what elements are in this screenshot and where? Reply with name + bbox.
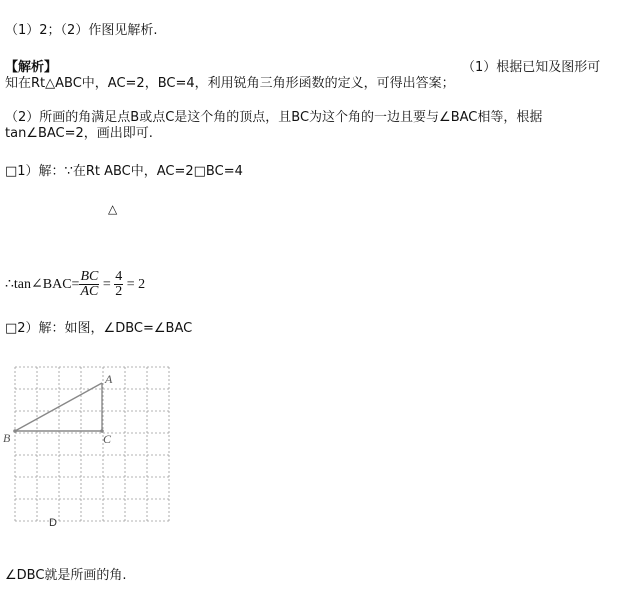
solution2-line: □2）解：如图，∠DBC=∠BAC bbox=[5, 321, 193, 336]
fraction-4: 4 bbox=[115, 269, 123, 285]
equals-sign: = bbox=[102, 277, 111, 292]
fraction-ac: AC bbox=[80, 284, 99, 300]
label-b: B bbox=[3, 431, 11, 445]
fraction-bc-ac bbox=[79, 270, 99, 299]
analysis-part1-intro: （1）根据已知及图形可 bbox=[462, 60, 601, 75]
label-c: C bbox=[103, 432, 112, 446]
tan-equation bbox=[5, 268, 145, 302]
answer-line: （1）2；（2）作图见解析. bbox=[5, 23, 158, 38]
segment-ba bbox=[15, 383, 102, 431]
analysis-part2-line1: （2）所画的角满足点B或点C是这个角的顶点，且BC为这个角的一边且要与∠BAC相等，根据 bbox=[5, 110, 543, 125]
tan-prefix: ∴tan∠BAC= bbox=[5, 277, 80, 292]
fraction-2: 2 bbox=[115, 284, 123, 300]
label-d: D bbox=[49, 517, 57, 529]
equals-two: = 2 bbox=[126, 277, 146, 292]
fraction-bc: BC bbox=[80, 269, 99, 285]
triangle-symbol: △ bbox=[108, 202, 118, 216]
analysis-part2-line2: tan∠BAC=2，画出即可. bbox=[5, 126, 153, 141]
analysis-heading: 【解析】 bbox=[5, 60, 58, 75]
grid-figure bbox=[0, 362, 200, 532]
fraction-4-2 bbox=[114, 270, 123, 299]
label-a: A bbox=[105, 372, 113, 386]
dotted-grid bbox=[15, 367, 169, 521]
solution1-line: □1）解：∵在Rt ABC中，AC=2□BC=4 bbox=[5, 164, 243, 179]
analysis-part1-body: 知在Rt△ABC中，AC=2，BC=4，利用锐角三角形函数的定义，可得出答案； bbox=[5, 76, 455, 91]
conclusion: ∠DBC就是所画的角. bbox=[5, 568, 127, 583]
point-b bbox=[13, 429, 17, 433]
